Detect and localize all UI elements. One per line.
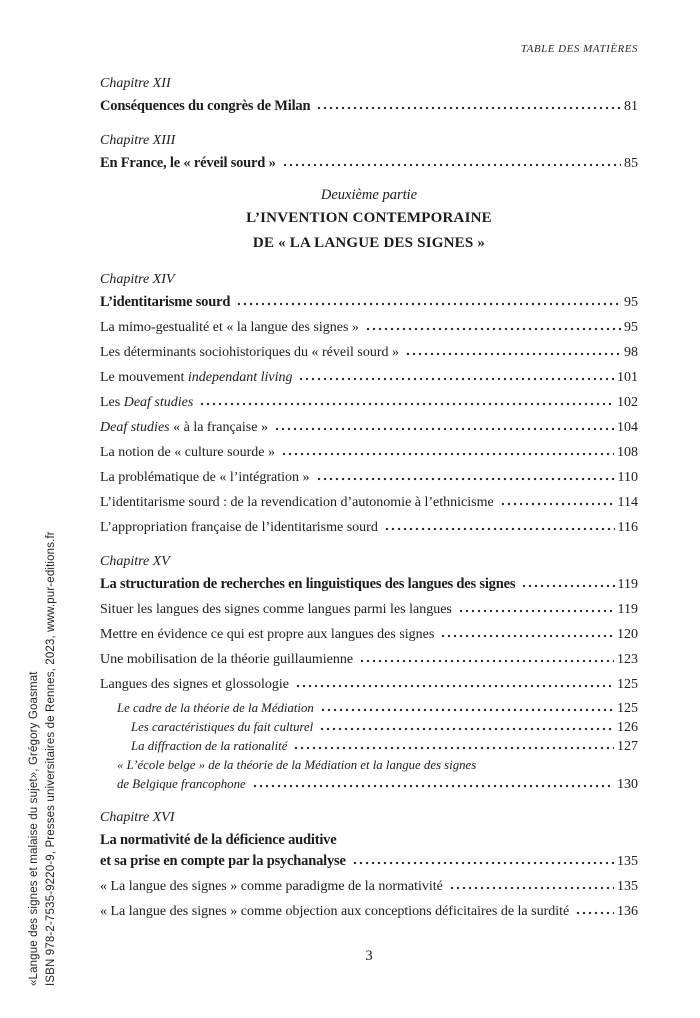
page-ref: 114	[617, 495, 638, 510]
toc-entry-line	[131, 737, 638, 756]
toc-entry-title: Deaf studies	[123, 395, 194, 410]
toc-entry-line	[100, 876, 638, 897]
toc-entry	[100, 442, 638, 463]
dot-leader	[199, 396, 614, 406]
toc-entry-title: independant living	[187, 370, 293, 385]
page-ref: 95	[624, 295, 638, 310]
margin-imprint	[26, 531, 60, 986]
toc-entry-title: En France, le « réveil sourd »	[100, 155, 276, 171]
dot-leader	[320, 702, 614, 712]
toc-entry-title: de Belgique francophone	[117, 777, 246, 791]
dot-leader	[274, 421, 614, 431]
dot-leader	[521, 578, 614, 588]
dot-leader	[316, 100, 621, 110]
imprint-book-title: «Langue des signes et malaise du sujet», Grégory Goasmat	[28, 671, 40, 986]
toc-entry-title: Langues des signes et glossologie	[100, 677, 289, 692]
dot-leader	[316, 471, 615, 481]
page-ref: 125	[617, 677, 638, 692]
page-ref: 135	[617, 879, 638, 894]
toc-entry-title: Conséquences du congrès de Milan	[100, 98, 311, 114]
page-ref: 101	[617, 370, 638, 385]
toc-entry-line	[100, 442, 638, 463]
page-ref: 125	[617, 701, 638, 716]
dot-leader	[384, 521, 615, 531]
toc-entry-title: L’appropriation française de l’identitarisme sourd	[100, 520, 378, 535]
toc-entry	[100, 342, 638, 363]
table-of-contents	[100, 74, 638, 922]
part-kicker: Deuxième partie	[320, 187, 418, 203]
page-ref: 130	[617, 777, 638, 792]
folio-page-number: 3	[365, 948, 373, 964]
dot-leader	[252, 778, 614, 788]
dot-leader	[359, 653, 614, 663]
toc-entry	[100, 517, 638, 538]
toc-entry-title: « à la française »	[169, 420, 268, 435]
page-ref: 116	[617, 520, 638, 535]
page-ref: 127	[617, 739, 638, 754]
toc-entry-line	[117, 775, 638, 794]
toc-entry-line	[100, 574, 638, 595]
page-ref: 110	[617, 470, 638, 485]
part-title-line: L’INVENTION CONTEMPORAINE	[246, 210, 492, 226]
chapter-label: Chapitre XVI	[100, 810, 175, 825]
page-ref: 98	[624, 345, 638, 360]
page-ref: 108	[617, 445, 638, 460]
toc-entry	[100, 153, 638, 174]
toc-entry	[100, 756, 638, 794]
part-title-line: DE « LA LANGUE DES SIGNES »	[252, 235, 486, 251]
toc-entry-title: et sa prise en compte par la psychanalyse	[100, 853, 346, 869]
page-ref: 119	[617, 577, 638, 592]
toc-entry	[100, 292, 638, 313]
toc-entry	[100, 718, 638, 737]
dot-leader	[281, 446, 614, 456]
dot-leader	[352, 855, 614, 865]
dot-leader	[295, 678, 614, 688]
toc-entry-title: La normativité de la déficience auditive	[100, 832, 337, 848]
toc-content	[100, 42, 638, 926]
toc-entry-line	[100, 517, 638, 538]
toc-entry-title: Le mouvement	[100, 370, 188, 385]
toc-entry-title: L’identitarisme sourd : de la revendication d’autonomie à l’ethnicisme	[100, 495, 494, 510]
part-heading	[100, 184, 638, 256]
toc-entry	[100, 317, 638, 338]
toc-entry-title: Mettre en évidence ce qui est propre aux langues des signes	[100, 627, 435, 642]
toc-entry	[100, 737, 638, 756]
toc-entry-line	[100, 392, 638, 413]
page-ref: 135	[617, 854, 638, 869]
toc-entry	[100, 417, 638, 438]
toc-entry-title: Les déterminants sociohistoriques du « réveil sourd »	[100, 345, 399, 360]
toc-entry-line	[100, 492, 638, 513]
running-header: TABLE DES MATIÈRES	[520, 43, 638, 55]
toc-entry-title: « La langue des signes » comme objection aux conceptions déficitaires de la surdité	[100, 904, 570, 919]
toc-entry-title: La notion de « culture sourde »	[100, 445, 275, 460]
toc-entry	[100, 699, 638, 718]
toc-entry-line	[100, 292, 638, 313]
toc-entry-title: La diffraction de la rationalité	[131, 739, 288, 753]
toc-entry-line	[100, 342, 638, 363]
toc-entry	[100, 367, 638, 388]
dot-leader	[458, 603, 615, 613]
chapter-label: Chapitre XIV	[100, 272, 175, 287]
toc-entry-line	[100, 901, 638, 922]
dot-leader	[405, 346, 621, 356]
page-ref: 85	[624, 156, 638, 171]
toc-entry-line	[100, 851, 638, 872]
toc-entry	[100, 674, 638, 695]
toc-entry-line	[100, 96, 638, 117]
toc-entry-line	[100, 367, 638, 388]
toc-entry-title: « L’école belge » de la théorie de la Médiation et la langue des signes	[117, 758, 477, 772]
toc-entry	[100, 876, 638, 897]
dot-leader	[282, 157, 621, 167]
toc-entry	[100, 492, 638, 513]
toc-entry-line	[100, 417, 638, 438]
page-ref: 126	[617, 720, 638, 735]
page-ref: 119	[617, 602, 638, 617]
chapter-label: Chapitre XV	[100, 554, 170, 569]
toc-entry-title: Les	[100, 395, 124, 410]
toc-entry-line	[100, 674, 638, 695]
dot-leader	[293, 740, 614, 750]
page-ref: 136	[617, 904, 638, 919]
dot-leader	[319, 721, 614, 731]
toc-entry	[100, 649, 638, 670]
toc-entry-title: L’identitarisme sourd	[100, 294, 231, 310]
chapter-label: Chapitre XII	[100, 76, 171, 91]
page-ref: 120	[617, 627, 638, 642]
imprint-isbn-publisher: ISBN 978-2-7535-9220-9, Presses universitaires de Rennes, 2023, www.pur-editions.fr	[45, 531, 57, 986]
toc-entry-line	[100, 153, 638, 174]
toc-entry-title: La problématique de « l’intégration »	[100, 470, 310, 485]
toc-entry-title: Une mobilisation de la théorie guillaumienne	[100, 652, 354, 667]
page-ref: 102	[617, 395, 638, 410]
toc-entry-line	[100, 599, 638, 620]
dot-leader	[365, 321, 621, 331]
dot-leader	[440, 628, 614, 638]
toc-entry-title: La structuration de recherches en linguistiques des langues des signes	[100, 576, 516, 592]
toc-entry	[100, 392, 638, 413]
page-ref: 123	[617, 652, 638, 667]
toc-entry-title: Les caractéristiques du fait culturel	[131, 720, 314, 734]
toc-entry-line	[131, 718, 638, 737]
page-ref: 81	[624, 99, 638, 114]
toc-entry	[100, 467, 638, 488]
toc-entry-title: Le cadre de la théorie de la Médiation	[117, 701, 314, 715]
dot-leader	[236, 296, 621, 306]
dot-leader	[500, 496, 615, 506]
toc-entry-line	[100, 624, 638, 645]
toc-entry-line	[117, 756, 638, 775]
dot-leader	[575, 905, 614, 915]
toc-entry-line	[100, 649, 638, 670]
toc-entry	[100, 599, 638, 620]
toc-entry	[100, 830, 638, 872]
toc-entry-title: Situer les langues des signes comme langues parmi les langues	[100, 602, 452, 617]
toc-entry	[100, 574, 638, 595]
page-ref: 95	[624, 320, 638, 335]
toc-entry-line	[117, 699, 638, 718]
toc-entry-title: La mimo-gestualité et « la langue des signes »	[100, 320, 359, 335]
dot-leader	[298, 371, 614, 381]
toc-entry-line	[100, 317, 638, 338]
toc-entry-line	[100, 467, 638, 488]
toc-entry	[100, 624, 638, 645]
chapter-label: Chapitre XIII	[100, 133, 176, 148]
toc-entry-title: « La langue des signes » comme paradigme de la normativité	[100, 879, 443, 894]
page-ref: 104	[617, 420, 638, 435]
toc-entry-line	[100, 830, 638, 851]
toc-entry	[100, 901, 638, 922]
toc-entry-title: Deaf studies	[100, 420, 170, 435]
toc-entry	[100, 96, 638, 117]
dot-leader	[449, 880, 614, 890]
